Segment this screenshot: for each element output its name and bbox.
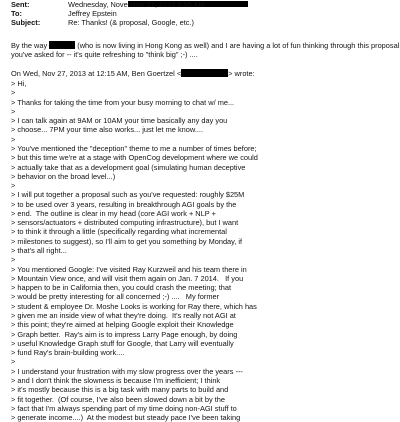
intro-line-2: you've asked for -- it's quite refreshing to "think big" ;-) .... (11, 50, 198, 59)
sent-label: Sent: (11, 0, 30, 9)
quoted-line: > milestones to suggest), so I'll aim to get you something by Monday, if (11, 236, 243, 246)
quoted-line: > behavior on the broad level...) (11, 171, 116, 181)
sent-value: Wednesday, November 27, 2013 6:55 AM (68, 0, 205, 9)
quoted-line: > You mentioned Google: I've visited Ray Kurzweil and his team there in (11, 264, 247, 274)
intro-before: By the way (11, 41, 50, 50)
quoted-line: > this point; they're aimed at helping Google exploit their Knowledge (11, 320, 234, 330)
quoted-line: > happen to be in California then, you could crash the meeting; that (11, 283, 232, 293)
quoted-line: > end. The outline is clear in my head (core AGI work + NLP + (11, 208, 216, 218)
to-label: To: (11, 9, 22, 18)
redacted-name (49, 41, 75, 49)
quote-header (11, 69, 255, 78)
quoted-line: > that's all right... (11, 246, 67, 256)
quoted-line: > sensors/actuators + distributed computing infrastructure), but I want (11, 218, 239, 228)
quoted-line: > it's mostly because this is a big task with many parts to build and (11, 385, 229, 395)
quoted-line: > to be used over 3 years, resulting in breakthrough AGI goals by the (11, 199, 237, 209)
quoted-line: > (11, 88, 16, 98)
quoted-line: > I understand your frustration with my slow progress over the years --- (11, 366, 243, 376)
subject-value: Re: Thanks! (& proposal, Google, etc.) (68, 18, 194, 27)
quoted-line: > choose... 7PM your time also works... just let me know.... (11, 125, 204, 135)
intro-after: (who is now living in Hong Kong as well) and I are having a lot of fun thinking through this proposal (75, 41, 400, 50)
quoted-line: > fund Ray's brain-building work.... (11, 348, 125, 358)
header-subject-row (11, 18, 194, 27)
quoted-line: > Graph better. Ray's aim is to impress Larry Page enough, by doing (11, 329, 238, 339)
quoted-line: > would be pretty interesting for all concerned ;-) .... My former (11, 292, 220, 302)
quoted-line: > (11, 134, 16, 144)
quoted-line: > I can talk again at 9AM or 10AM your time basically any day you (11, 116, 228, 126)
quoted-line: > fit together. (Of course, I've also been slowed down a bit by the (11, 394, 226, 404)
quoted-line: > You've mentioned the "deception" theme to me a number of times before; (11, 143, 257, 153)
quote-header-after: > wrote: (228, 69, 255, 78)
subject-label: Subject: (11, 18, 41, 27)
intro-line-1 (11, 41, 399, 50)
quoted-line: > student & employee Dr. Moshe Looks is working for Ray there, which has (11, 301, 257, 311)
quoted-line: > useful Knowledge Graph stuff for Google, that Larry will eventually (11, 338, 234, 348)
quoted-line: > (11, 357, 16, 367)
quoted-line: > but this time we're at a stage with OpenCog development where we could (11, 153, 258, 163)
quoted-line: > to think it through a little (specifically regarding what incremental (11, 227, 227, 237)
header-sent-row (11, 0, 205, 9)
quoted-line: > fact that I'm always spending part of my time doing non-AGI stuff to (11, 403, 237, 413)
quote-header-before: On Wed, Nov 27, 2013 at 12:15 AM, Ben Goertzel < (11, 69, 182, 78)
quoted-line: > (11, 255, 16, 265)
to-value: Jeffrey Epstein (68, 9, 117, 18)
quoted-line: > Hi, (11, 79, 27, 88)
quoted-line: > (11, 181, 16, 191)
quoted-line: > (11, 106, 16, 116)
quoted-line: > and I don't think the slowness is because I'm inefficient; I think (11, 375, 221, 385)
quoted-line: > generate income....) At the modest but steady pace I've been taking (11, 413, 241, 422)
header-to-row (11, 9, 117, 18)
quoted-line: > actually take that as a development goal (simulating human deceptive (11, 162, 246, 172)
quoted-line: > Thanks for taking the time from your busy morning to chat w/ me... (11, 97, 235, 107)
quoted-line: > I will put together a proposal such as you've requested: roughly $25M (11, 190, 245, 200)
quoted-line: > given me an inside view of what they're doing. It's really not AGI at (11, 311, 236, 320)
redacted-email (181, 69, 228, 77)
quoted-line: > Mountain View once, and will visit them again on Jan. 7 2014. If you (11, 273, 244, 283)
